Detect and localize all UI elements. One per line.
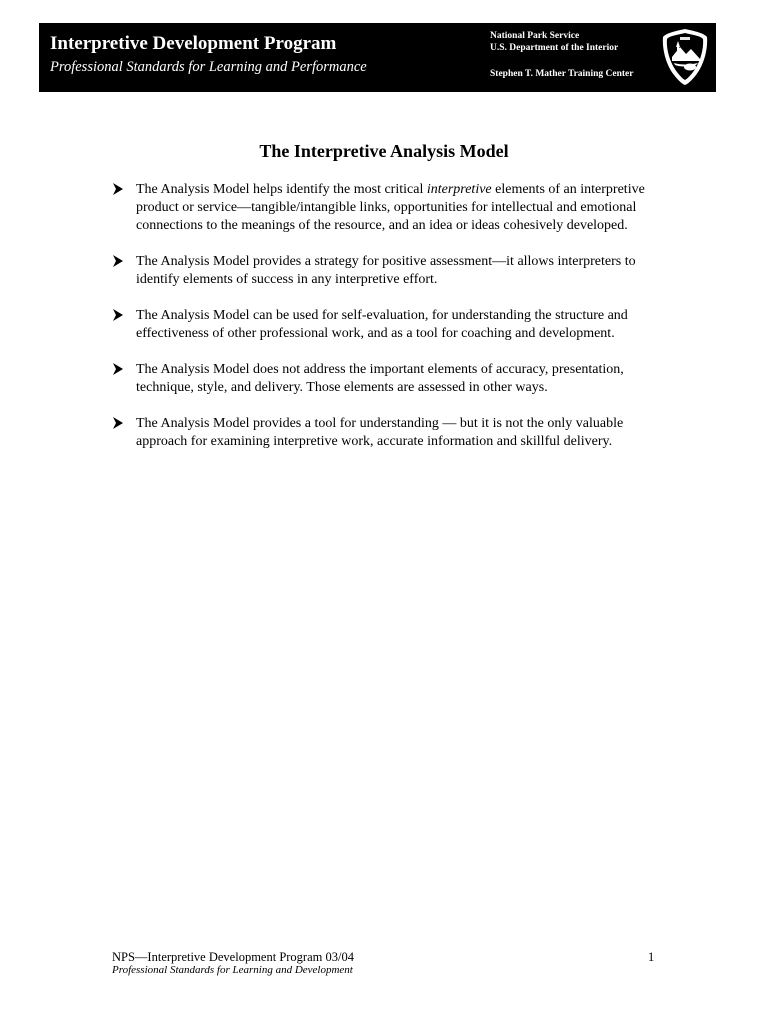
header-banner [39,23,716,92]
bullet-text-emphasis: interpretive [426,182,492,197]
page-number: 1 [648,950,655,964]
bullet-text: The Analysis Model does not address the important elements of accuracy, presentation, technique, style, and delivery. Those elements are assessed in other ways. [136,362,624,395]
program-title: Interpretive Development Program [50,33,337,54]
agency-name: National Park Service [490,31,580,41]
list-item [112,415,660,451]
document-title: The Interpretive Analysis Model [259,141,509,161]
bullet-text: elements of an interpretive product or service—tangible/intangible links, opportunities for intellectual and emotional connections to the meanings of the resource, and an idea or ideas cohesively developed. [136,182,645,233]
arrowhead-bullet-icon [112,308,124,322]
arrowhead-bullet-icon [112,416,124,430]
list-item [112,181,660,235]
arrowhead-bullet-icon [112,254,124,268]
list-item [112,361,660,397]
program-subtitle: Professional Standards for Learning and Performance [50,59,367,75]
footer-standards-line: Professional Standards for Learning and Development [112,964,353,976]
footer-program-line: NPS—Interpretive Development Program 03/04 [112,950,354,964]
training-center-name: Stephen T. Mather Training Center [490,69,634,79]
department-name: U.S. Department of the Interior [490,43,619,53]
nps-arrowhead-icon [660,27,710,87]
bullet-text: The Analysis Model can be used for self-evaluation, for understanding the structure and effectiveness of other professional work, and as a tool for coaching and development. [136,308,628,341]
bullet-list [112,181,660,469]
arrowhead-bullet-icon [112,362,124,376]
bullet-text: The Analysis Model provides a tool for understanding — but it is not the only valuable approach for examining interpretive work, accurate information and skillful delivery. [136,416,624,449]
list-item [112,253,660,289]
list-item [112,307,660,343]
bullet-text: The Analysis Model helps identify the most critical [136,182,427,197]
bullet-text: The Analysis Model provides a strategy for positive assessment—it allows interpreters to identify elements of success in any interpretive effort. [136,254,636,287]
arrowhead-bullet-icon [112,182,124,196]
